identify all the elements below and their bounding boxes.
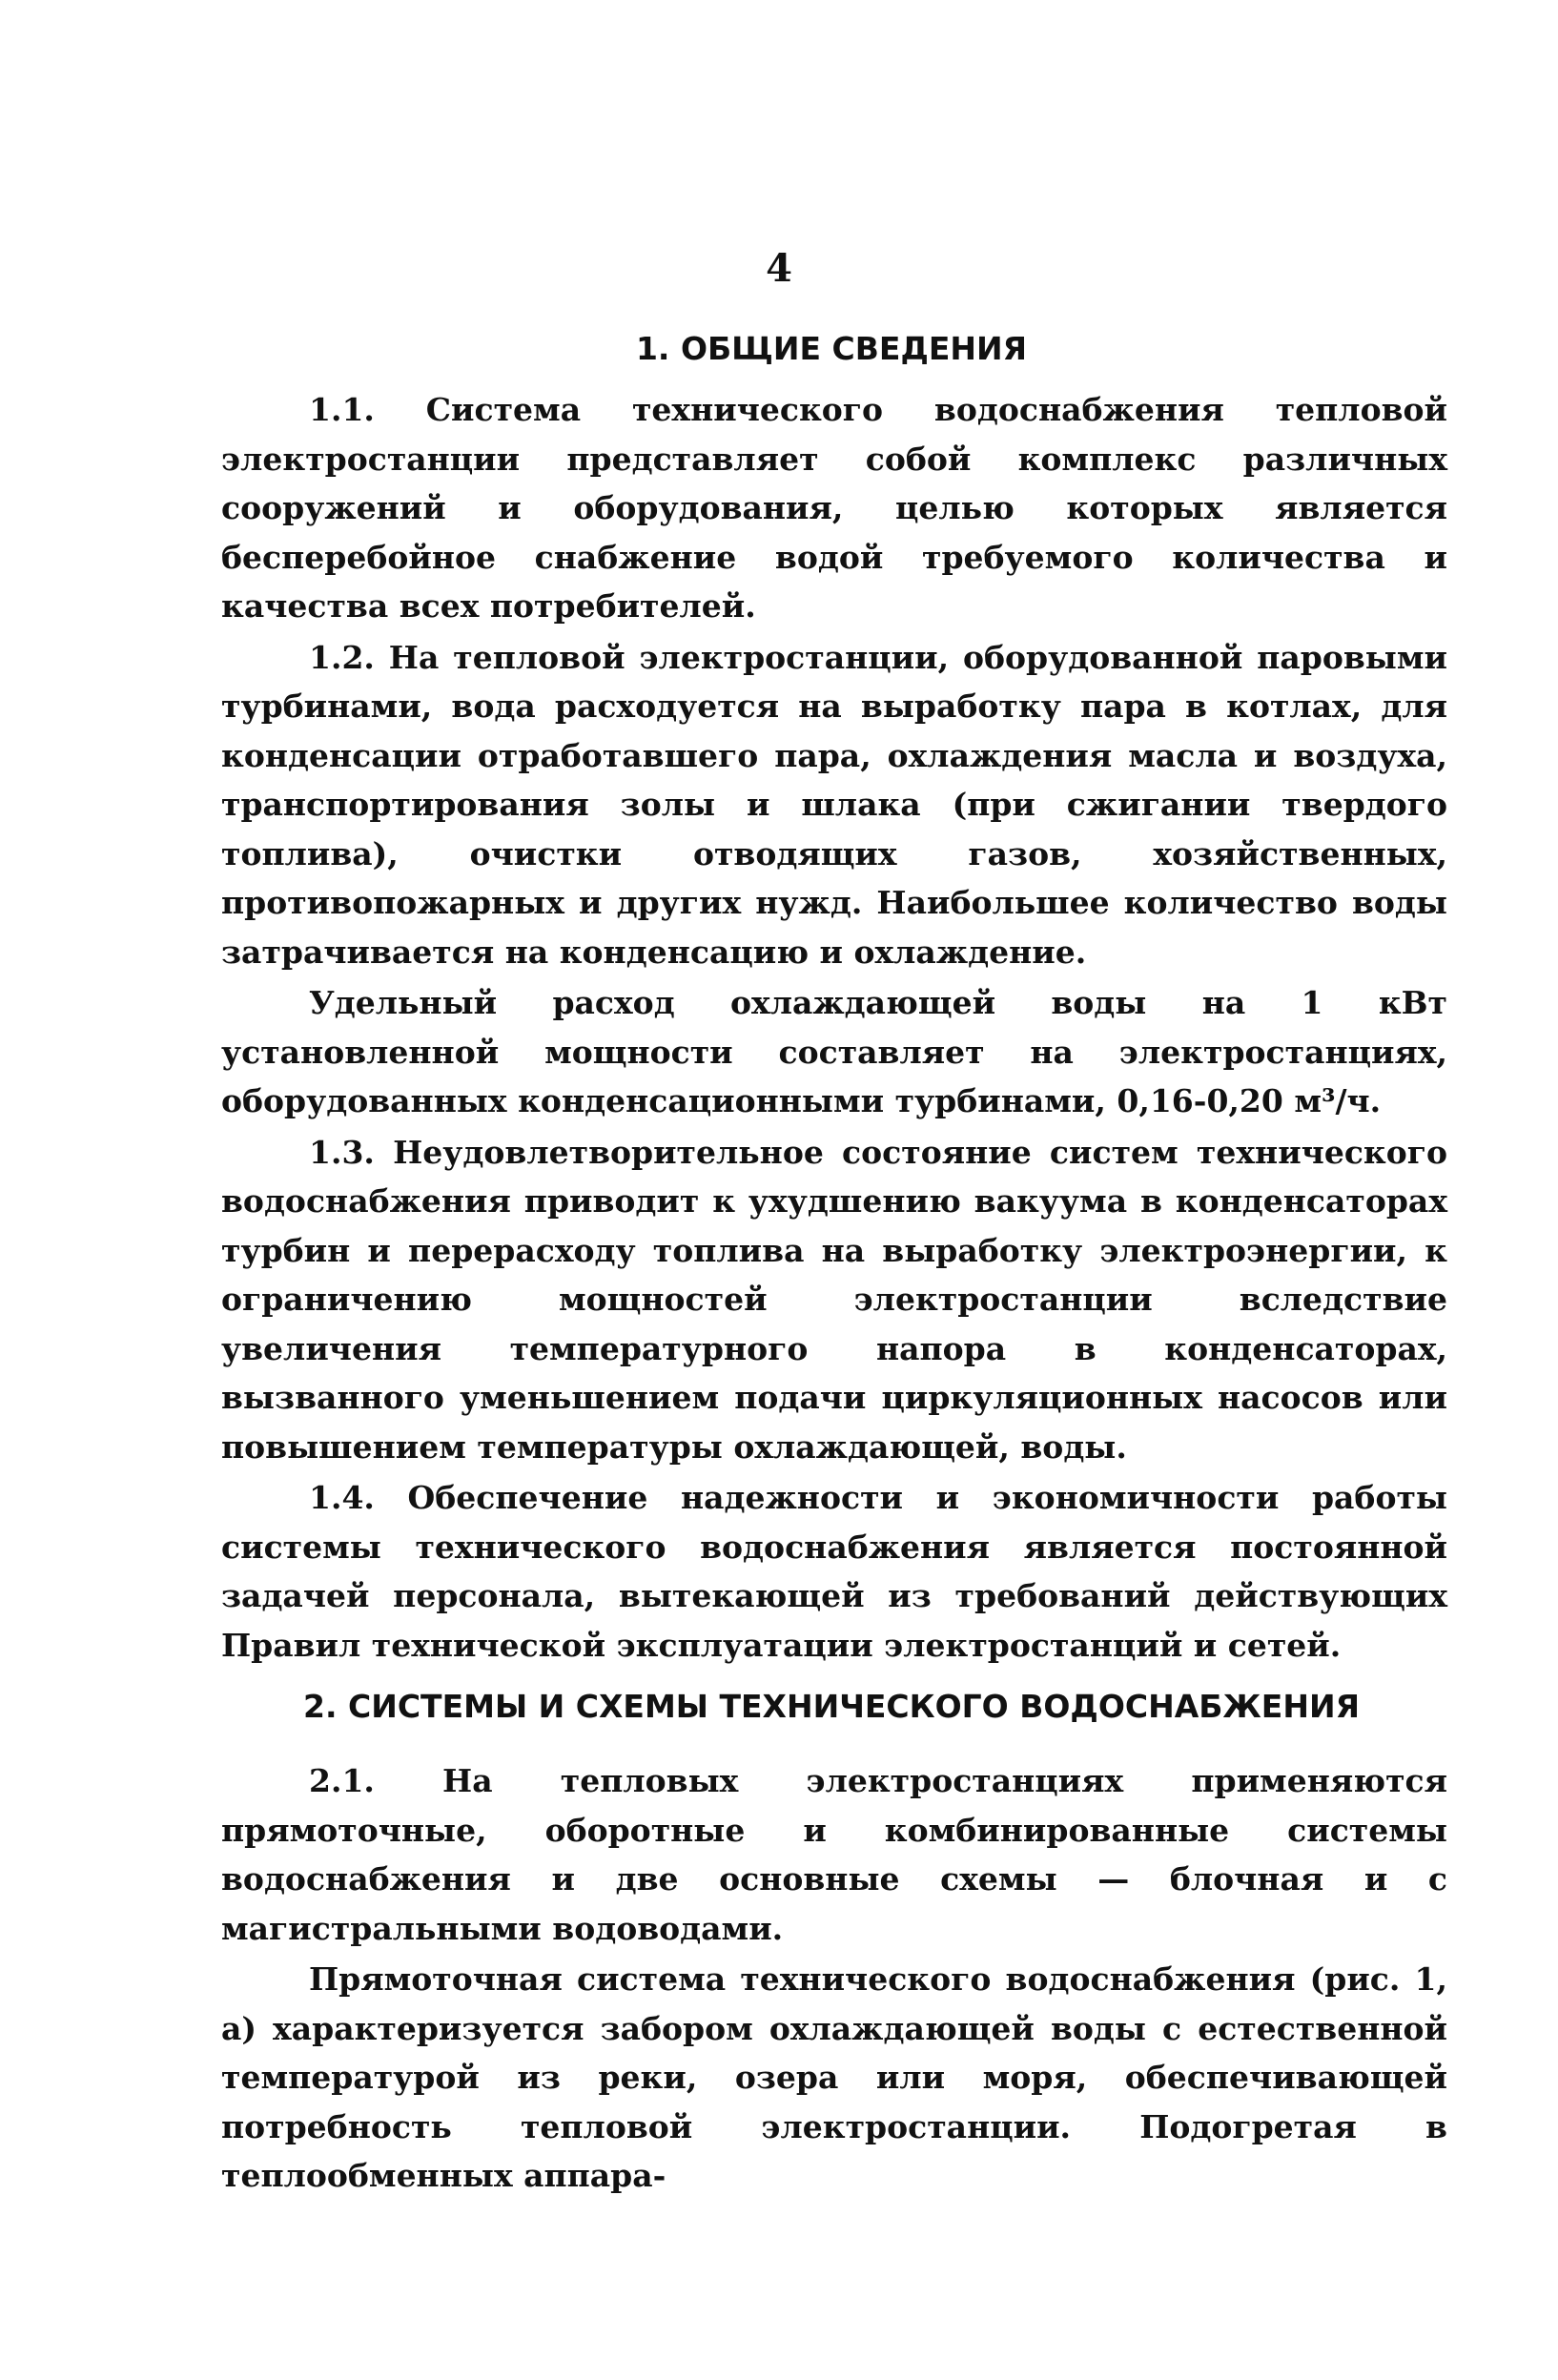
paragraph-specific-consumption: Удельный расход охлаждающей воды на 1 кВт установленной мощности составляет на электростанциях, оборудованных конденсационными турбинами, 0,16-0,20 м³/ч. [221,984,1447,1119]
section-1-body [221,385,1447,1670]
paragraph-2-1: 2.1. На тепловых электростанциях применяются прямоточные, оборотные и комбинированные системы водоснабжения и две основные схемы — блочная и с магистральными водоводами. [221,1762,1447,1947]
paragraph-1-3: 1.3. Неудовлетворительное состояние систем технического водоснабжения приводит к ухудшению вакуума в конденсаторах турбин и перерасходу топлива на выработку электроэнергии, к ограничению мощностей электростанции вследствие увеличения температурного напора в конденсаторах, вызванного уменьшением подачи циркуляционных насосов или повышением температуры охлаждающей, воды. [221,1133,1447,1466]
paragraph-1-1: 1.1. Система технического водоснабжения тепловой электростанции представляет собой комплекс различных сооружений и оборудования, целью которых является бесперебойное снабжение водой требуемого количества и качества всех потребителей. [221,391,1447,625]
paragraph-once-through-system: Прямоточная система технического водоснабжения (рис. 1, а) характеризуется забором охлаждающей воды с естественной температурой из реки, озера или моря, обеспечивающей потребность тепловой электростанции. Подогретая в теплообменных аппара- [221,1960,1447,2194]
page-number: 4 [766,246,792,291]
section-2-body [221,1756,1447,2201]
paragraph-1-4: 1.4. Обеспечение надежности и экономичности работы системы технического водоснабжения является постоянной задачей персонала, вытекающей из требований действующих Правил технической эксплуатации электростанций и сетей. [221,1479,1447,1664]
paragraph-1-2: 1.2. На тепловой электростанции, оборудованной паровыми турбинами, вода расходуется на выработку пара в котлах, для конденсации отработавшего пара, охлаждения масла и воздуха, транспортирования золы и шлака (при сжигании твердого топлива), очистки отводящих газов, хозяйственных, противопожарных и других нужд. Наибольшее количество воды затрачивается на конденсацию и охлаждение. [221,638,1447,971]
section-1-title: 1. ОБЩИЕ СВЕДЕНИЯ [635,330,1028,367]
section-2-title: 2. СИСТЕМЫ И СХЕМЫ ТЕХНИЧЕСКОГО ВОДОСНАБЖЕНИЯ [303,1688,1360,1725]
